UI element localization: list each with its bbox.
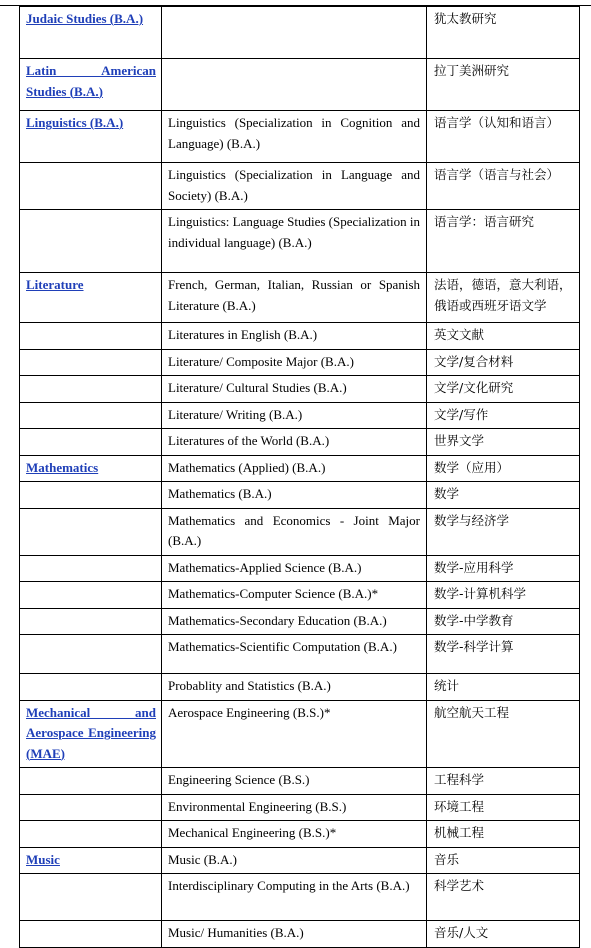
chinese-name-cell: 统计 bbox=[427, 674, 580, 701]
program-cell: French, German, Italian, Russian or Spanish Literature (B.A.) bbox=[162, 273, 427, 323]
chinese-name-cell: 法语，德语，意大利语，俄语或西班牙语文学 bbox=[427, 273, 580, 323]
department-link[interactable]: Literature bbox=[26, 277, 84, 292]
program-cell: Mathematics (Applied) (B.A.) bbox=[162, 455, 427, 482]
chinese-name-cell: 工程科学 bbox=[427, 768, 580, 795]
chinese-name-cell: 数学-中学教育 bbox=[427, 608, 580, 635]
program-cell: Linguistics: Language Studies (Specialization in individual language) (B.A.) bbox=[162, 210, 427, 273]
chinese-name-cell: 世界文学 bbox=[427, 429, 580, 456]
program-cell: Literatures of the World (B.A.) bbox=[162, 429, 427, 456]
chinese-name-cell: 科学艺术 bbox=[427, 874, 580, 921]
chinese-name-cell: 音乐/人文 bbox=[427, 921, 580, 948]
chinese-name-cell: 数学-科学计算 bbox=[427, 635, 580, 674]
department-cell bbox=[20, 794, 162, 821]
department-cell bbox=[20, 210, 162, 273]
program-cell: Aerospace Engineering (B.S.)* bbox=[162, 700, 427, 768]
chinese-name-cell: 拉丁美洲研究 bbox=[427, 59, 580, 111]
program-cell: Literature/ Composite Major (B.A.) bbox=[162, 349, 427, 376]
program-cell: Music/ Humanities (B.A.) bbox=[162, 921, 427, 948]
department-cell bbox=[20, 7, 162, 59]
program-cell: Mathematics-Secondary Education (B.A.) bbox=[162, 608, 427, 635]
chinese-name-cell: 文学/文化研究 bbox=[427, 376, 580, 403]
table-row bbox=[20, 402, 580, 429]
program-cell: Literature/ Writing (B.A.) bbox=[162, 402, 427, 429]
department-cell bbox=[20, 349, 162, 376]
program-cell: Music (B.A.) bbox=[162, 847, 427, 874]
table-row bbox=[20, 555, 580, 582]
department-link[interactable]: Mechanical and Aerospace Engineering (MAE) bbox=[26, 704, 156, 761]
chinese-name-cell: 机械工程 bbox=[427, 821, 580, 848]
chinese-name-cell: 语言学（语言与社会） bbox=[427, 163, 580, 210]
department-cell bbox=[20, 376, 162, 403]
table-row bbox=[20, 700, 580, 768]
program-cell: Linguistics (Specialization in Language and Society) (B.A.) bbox=[162, 163, 427, 210]
department-cell bbox=[20, 482, 162, 509]
table-row bbox=[20, 768, 580, 795]
program-cell: Literatures in English (B.A.) bbox=[162, 323, 427, 350]
program-cell: Engineering Science (B.S.) bbox=[162, 768, 427, 795]
department-cell bbox=[20, 674, 162, 701]
table-row bbox=[20, 608, 580, 635]
program-cell: Mathematics-Applied Science (B.A.) bbox=[162, 555, 427, 582]
department-cell bbox=[20, 700, 162, 768]
program-cell: Literature/ Cultural Studies (B.A.) bbox=[162, 376, 427, 403]
table-row bbox=[20, 508, 580, 555]
chinese-name-cell: 环境工程 bbox=[427, 794, 580, 821]
table-row bbox=[20, 111, 580, 163]
chinese-name-cell: 数学（应用） bbox=[427, 455, 580, 482]
table-row bbox=[20, 7, 580, 59]
chinese-name-cell: 数学与经济学 bbox=[427, 508, 580, 555]
department-cell bbox=[20, 847, 162, 874]
chinese-name-cell: 语言学：语言研究 bbox=[427, 210, 580, 273]
department-link[interactable]: Linguistics (B.A.) bbox=[26, 115, 124, 130]
chinese-name-cell: 航空航天工程 bbox=[427, 700, 580, 768]
chinese-name-cell: 音乐 bbox=[427, 847, 580, 874]
department-link[interactable]: Judaic Studies (B.A.) bbox=[26, 11, 144, 26]
program-cell bbox=[162, 59, 427, 111]
department-link[interactable]: Mathematics bbox=[26, 459, 99, 475]
table-row bbox=[20, 674, 580, 701]
table-row bbox=[20, 429, 580, 456]
department-cell bbox=[20, 508, 162, 555]
department-cell bbox=[20, 874, 162, 921]
department-cell bbox=[20, 768, 162, 795]
chinese-name-cell: 数学-应用科学 bbox=[427, 555, 580, 582]
table-row bbox=[20, 210, 580, 273]
program-cell: Mechanical Engineering (B.S.)* bbox=[162, 821, 427, 848]
program-cell: Interdisciplinary Computing in the Arts (B.A.) bbox=[162, 874, 427, 921]
table-row bbox=[20, 794, 580, 821]
department-link[interactable]: Music bbox=[26, 851, 60, 867]
table-row bbox=[20, 273, 580, 323]
program-cell: Mathematics-Computer Science (B.A.)* bbox=[162, 582, 427, 609]
table-row bbox=[20, 376, 580, 403]
department-cell bbox=[20, 921, 162, 948]
department-cell bbox=[20, 635, 162, 674]
chinese-name-cell: 数学 bbox=[427, 482, 580, 509]
department-cell bbox=[20, 111, 162, 163]
table-row bbox=[20, 163, 580, 210]
program-cell: Environmental Engineering (B.S.) bbox=[162, 794, 427, 821]
department-cell bbox=[20, 455, 162, 482]
department-cell bbox=[20, 608, 162, 635]
department-cell bbox=[20, 555, 162, 582]
chinese-name-cell: 数学-计算机科学 bbox=[427, 582, 580, 609]
program-cell: Mathematics and Economics - Joint Major (B.A.) bbox=[162, 508, 427, 555]
program-cell: Probablity and Statistics (B.A.) bbox=[162, 674, 427, 701]
table-row bbox=[20, 821, 580, 848]
table-row bbox=[20, 874, 580, 921]
table-row bbox=[20, 847, 580, 874]
majors-table bbox=[19, 6, 580, 948]
table-row bbox=[20, 482, 580, 509]
chinese-name-cell: 语言学（认知和语言） bbox=[427, 111, 580, 163]
department-cell bbox=[20, 821, 162, 848]
department-cell bbox=[20, 582, 162, 609]
table-row bbox=[20, 921, 580, 948]
chinese-name-cell: 文学/复合材料 bbox=[427, 349, 580, 376]
department-cell bbox=[20, 429, 162, 456]
program-cell: Linguistics (Specialization in Cognition and Language) (B.A.) bbox=[162, 111, 427, 163]
department-cell bbox=[20, 402, 162, 429]
department-cell bbox=[20, 59, 162, 111]
program-cell: Mathematics-Scientific Computation (B.A.) bbox=[162, 635, 427, 674]
program-cell bbox=[162, 7, 427, 59]
chinese-name-cell: 英文文献 bbox=[427, 323, 580, 350]
majors-table-body bbox=[20, 7, 580, 948]
table-row bbox=[20, 59, 580, 111]
table-row bbox=[20, 582, 580, 609]
program-cell: Mathematics (B.A.) bbox=[162, 482, 427, 509]
chinese-name-cell: 文学/写作 bbox=[427, 402, 580, 429]
table-row bbox=[20, 635, 580, 674]
chinese-name-cell: 犹太教研究 bbox=[427, 7, 580, 59]
department-cell bbox=[20, 323, 162, 350]
table-row bbox=[20, 323, 580, 350]
table-row bbox=[20, 349, 580, 376]
department-cell bbox=[20, 163, 162, 210]
department-link[interactable]: Latin American Studies (B.A.) bbox=[26, 63, 156, 99]
table-row bbox=[20, 455, 580, 482]
department-cell bbox=[20, 273, 162, 323]
